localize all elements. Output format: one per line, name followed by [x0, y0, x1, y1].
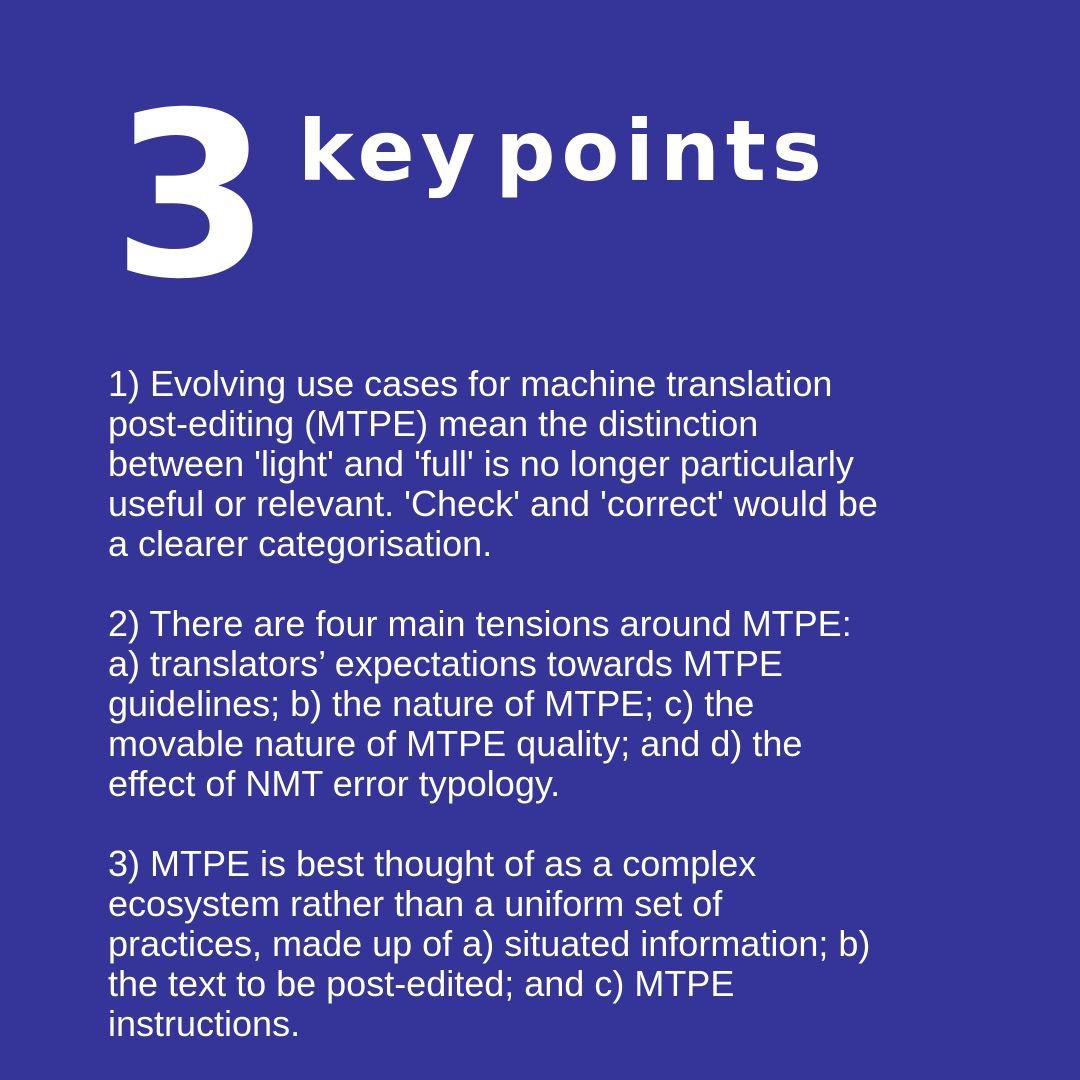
key-point-line: post-editing (MTPE) mean the distinction [108, 403, 759, 444]
key-point-line: a) translators’ expectations towards MTPE [108, 643, 783, 684]
key-point-line: guidelines; b) the nature of MTPE; c) the [108, 683, 755, 724]
key-point-line: between 'light' and 'full' is no longer particularly [108, 443, 854, 484]
key-points-list [108, 364, 988, 1044]
heading-number: 3 [112, 63, 267, 329]
paragraph-gap [108, 804, 988, 844]
key-point-line: 3) MTPE is best thought of as a complex [108, 843, 757, 884]
heading-word-key: key [298, 102, 482, 200]
paragraph-gap [108, 564, 988, 604]
key-point-line: 1) Evolving use cases for machine translation [108, 363, 833, 404]
key-point-line: effect of NMT error typology. [108, 763, 561, 804]
key-point-line: useful or relevant. 'Check' and 'correct' would be [108, 483, 878, 524]
key-point-1 [108, 364, 988, 564]
key-point-2 [108, 604, 988, 804]
key-point-line: 2) There are four main tensions around MTPE: [108, 603, 852, 644]
heading-word-points: points [495, 102, 828, 200]
heading-title [298, 96, 828, 206]
key-point-line: movable nature of MTPE quality; and d) the [108, 723, 803, 764]
key-point-line: practices, made up of a) situated information; b) [108, 923, 871, 964]
key-point-line: ecosystem rather than a uniform set of [108, 883, 723, 924]
key-point-3 [108, 844, 988, 1044]
key-point-line: instructions. [108, 1003, 301, 1044]
key-point-line: the text to be post-edited; and c) MTPE [108, 963, 735, 1004]
key-point-line: a clearer categorisation. [108, 523, 493, 564]
